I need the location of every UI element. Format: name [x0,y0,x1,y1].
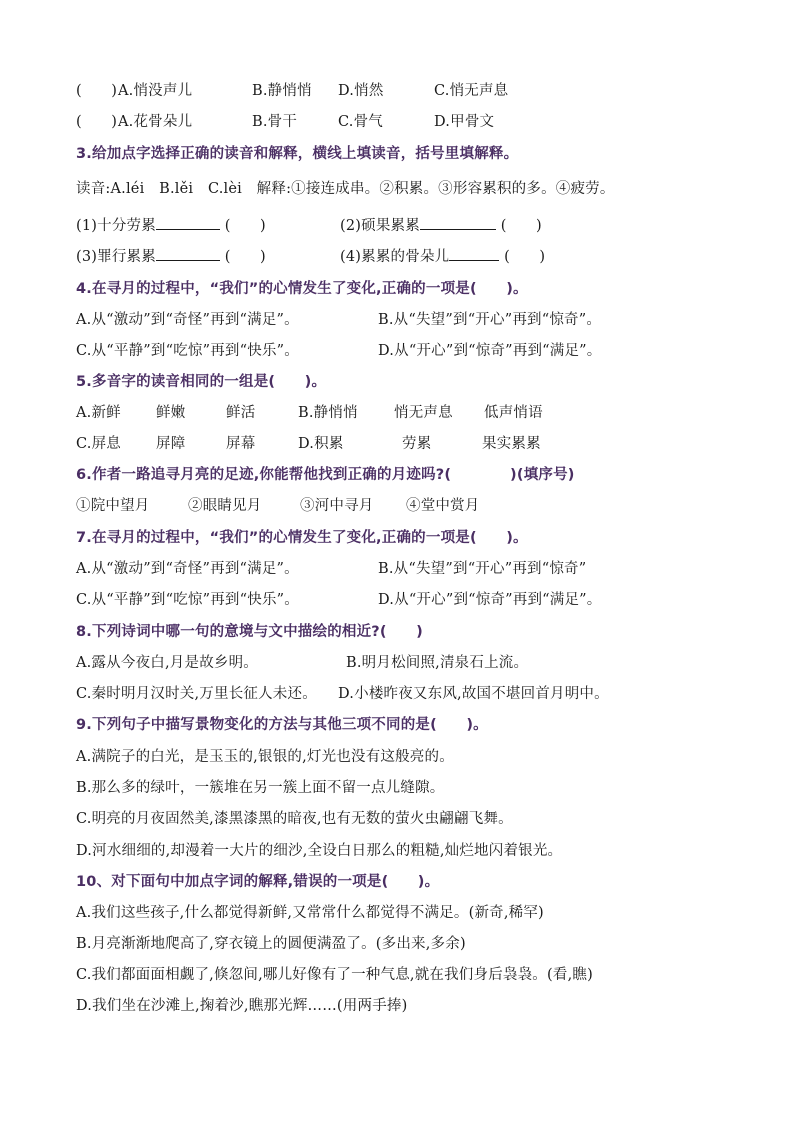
answer-blank[interactable] [156,246,220,261]
option-d: D.河水细细的,却漫着一大片的细沙,全设白日那么的粗糙,灿烂地闪着银光。 [76,843,563,859]
option-d: D.从“开心”到“惊奇”再到“满足”。 [378,592,602,608]
option-d: D.积累 [298,436,344,452]
question-5-title: 5.多音字的读音相同的一组是( )。 [76,374,327,390]
option-c: C.从“平静”到“吃惊”再到“快乐”。 [76,343,299,359]
option-a: A.花骨朵儿 [118,114,193,130]
word: 劳累 [402,436,432,452]
q3-item-2: (2)硕果累累 ( ) [340,215,542,236]
q3-readings: 读音:A.léi B.lěi C.lèi 解释:①接连成串。②积累。③形容累积的多。④疲劳。 [76,181,615,197]
question-6-title: 6.作者一路追寻月亮的足迹,你能帮他找到正确的月迹吗?( )(填序号) [76,467,575,483]
answer-paren: ( ) [500,218,542,234]
answer-blank[interactable] [156,215,220,230]
option-c: C.我们都面面相觑了,倏忽间,哪儿好像有了一种气息,就在我们身后袅袅。(看,瞧) [76,967,593,983]
question-4-title: 4.在寻月的过程中，“我们”的心情发生了变化,正确的一项是( )。 [76,281,528,297]
option-a: A.悄没声儿 [118,83,193,99]
option-a: A.新鲜 [76,405,121,421]
word: 低声悄语 [484,405,543,421]
option-a: A.从“激动”到“奇怪”再到“满足”。 [76,312,299,328]
option-b: B.月亮渐渐地爬高了,穿衣镜上的圆便满盈了。(多出来,多余) [76,936,466,952]
option-d: C.悄无声息 [434,83,509,99]
option-a: A.满院子的白光，是玉玉的,银银的,灯光也没有这般亮的。 [76,749,454,765]
word: 果实累累 [482,436,541,452]
option-b: B.明月松间照,清泉石上流。 [346,655,529,671]
question-9-title: 9.下列句子中描写景物变化的方法与其他三项不同的是( )。 [76,717,488,733]
option-d: D.从“开心”到“惊奇”再到“满足”。 [378,343,602,359]
answer-blank[interactable] [449,246,499,261]
answer-blank[interactable] [420,215,496,230]
option-c: C.骨气 [338,114,383,130]
option-a: A.我们这些孩子,什么都觉得新鲜,又常常什么都觉得不满足。(新奇,稀罕) [76,905,544,921]
option-b: B.骨干 [252,114,298,130]
option-b: B.从“失望”到“开心”再到“惊奇”。 [378,312,602,328]
option-b: B.静悄悄 [252,83,312,99]
option-c: C.明亮的月夜固然美,漆黑漆黑的暗夜,也有无数的萤火虫翩翩飞舞。 [76,811,513,827]
answer-paren: ( ) [76,83,118,99]
option-c: C.屏息 [76,436,121,452]
option-c: C.秦时明月汉时关,万里长征人未还。 [76,686,317,702]
question-10-title: 10、对下面句中加点字词的解释,错误的一项是( )。 [76,874,440,890]
option-b: B.那么多的绿叶，一簇堆在另一簇上面不留一点儿缝隙。 [76,780,445,796]
option-d: D.小楼昨夜又东风,故国不堪回首月明中。 [338,686,609,702]
option-2: ②眼睛见月 [188,498,262,514]
word: 屏障 [156,436,186,452]
answer-paren: ( ) [224,249,266,265]
question-8-title: 8.下列诗词中哪一句的意境与文中描绘的相近?( ) [76,624,423,640]
answer-paren: ( ) [224,218,266,234]
answer-paren: ( ) [504,249,546,265]
option-b: B.从“失望”到“开心”再到“惊奇” [378,561,587,577]
option-b: B.静悄悄 [298,405,358,421]
question-3-title: 3.给加点字选择正确的读音和解释，横线上填读音，括号里填解释。 [76,146,519,162]
word: 鲜活 [226,405,256,421]
word: 悄无声息 [394,405,453,421]
option-c: C.从“平静”到“吃惊”再到“快乐”。 [76,592,299,608]
word: 屏幕 [226,436,256,452]
q3-item-3: (3)罪行累累 ( ) [76,246,266,267]
option-a: A.露从今夜白,月是故乡明。 [76,655,258,671]
option-3: ③河中寻月 [300,498,374,514]
option-d: D.我们坐在沙滩上,掬着沙,瞧那光辉……(用两手捧) [76,998,408,1014]
q3-item-4: (4)累累的骨朵儿 ( ) [340,246,545,267]
option-c: D.悄然 [338,83,384,99]
option-d: D.甲骨文 [434,114,495,130]
q3-item-1: (1)十分劳累 ( ) [76,215,266,236]
question-7-title: 7.在寻月的过程中，“我们”的心情发生了变化,正确的一项是( )。 [76,530,528,546]
word: 鲜嫩 [156,405,186,421]
answer-paren: ( ) [76,114,118,130]
option-1: ①院中望月 [76,498,150,514]
option-4: ④堂中赏月 [406,498,480,514]
option-a: A.从“激动”到“奇怪”再到“满足”。 [76,561,299,577]
